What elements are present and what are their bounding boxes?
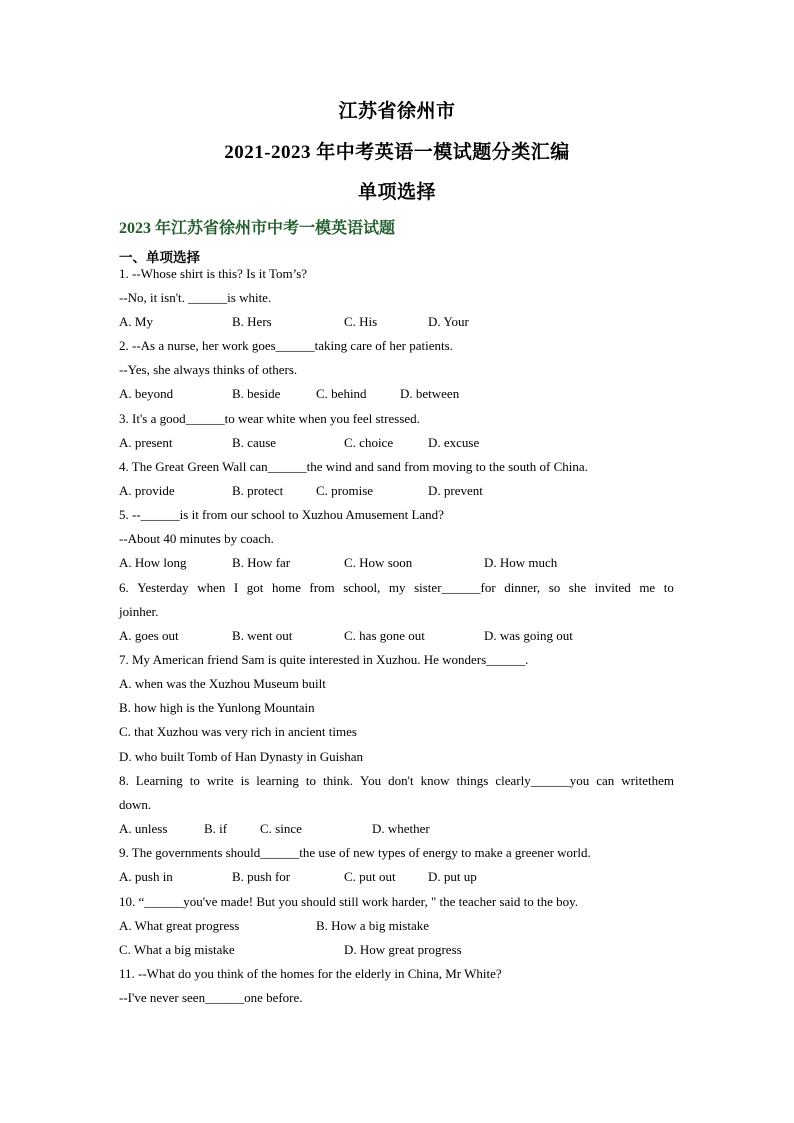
q6-word: invited bbox=[594, 580, 631, 595]
q7-option-a: A. when was the Xuzhou Museum built bbox=[119, 676, 326, 691]
question-7: 7. My American friend Sam is quite interested in Xuzhou. He wonders______. bbox=[119, 652, 529, 667]
exam-subtitle: 2023 年江苏省徐州市中考一模英语试题 bbox=[119, 220, 396, 237]
q8-word: is bbox=[240, 773, 250, 788]
q1-option-a: A. My bbox=[119, 314, 153, 329]
q8-option-d: D. whether bbox=[372, 821, 430, 836]
q6-word: I bbox=[233, 580, 239, 595]
q6-word: home bbox=[271, 580, 301, 595]
q6-word: when bbox=[197, 580, 226, 595]
q6-word: sister______for bbox=[414, 580, 496, 595]
q6-word: me bbox=[639, 580, 656, 595]
q5-option-d: D. How much bbox=[484, 555, 558, 570]
doc-title-main: 2021-2023 年中考英语一模试题分类汇编 bbox=[224, 142, 570, 163]
q10-option-b: B. How a big mistake bbox=[316, 918, 430, 933]
question-1-reply: --No, it isn't. ______is white. bbox=[119, 290, 272, 305]
q5-option-c: C. How soon bbox=[344, 555, 413, 570]
q1-option-b: B. Hers bbox=[232, 314, 272, 329]
q2-option-c: C. behind bbox=[316, 386, 367, 401]
q6-word: to bbox=[663, 580, 674, 595]
q8-word: to bbox=[189, 773, 200, 788]
q6-word: got bbox=[246, 580, 264, 595]
q8-option-b: B. if bbox=[204, 821, 228, 836]
question-11: 11. --What do you think of the homes for the elderly in China, Mr White? bbox=[119, 966, 502, 981]
question-4: 4. The Great Green Wall can______the wind and sand from moving to the south of China. bbox=[119, 459, 588, 474]
q3-option-d: D. excuse bbox=[428, 435, 480, 450]
q8-word: don't bbox=[388, 773, 414, 788]
doc-title-section: 单项选择 bbox=[357, 182, 436, 203]
q9-option-a: A. push in bbox=[119, 869, 173, 884]
q6-word: dinner, bbox=[504, 580, 541, 595]
q3-option-c: C. choice bbox=[344, 435, 394, 450]
q6-option-c: C. has gone out bbox=[344, 628, 425, 643]
q6-word: from bbox=[309, 580, 335, 595]
q2-option-b: B. beside bbox=[232, 386, 281, 401]
q2-option-a: A. beyond bbox=[119, 386, 174, 401]
q6-word: school, bbox=[343, 580, 381, 595]
q6-option-a: A. goes out bbox=[119, 628, 179, 643]
q6-option-b: B. went out bbox=[232, 628, 293, 643]
q4-option-b: B. protect bbox=[232, 483, 284, 498]
question-2: 2. --As a nurse, her work goes______taking care of her patients. bbox=[119, 338, 453, 353]
q5-option-a: A. How long bbox=[119, 555, 187, 570]
q2-option-d: D. between bbox=[400, 386, 460, 401]
q8-option-a: A. unless bbox=[119, 821, 168, 836]
question-6-continued: joinher. bbox=[119, 604, 159, 619]
question-6 bbox=[119, 580, 674, 596]
q8-word: You bbox=[360, 773, 382, 788]
question-5-reply: --About 40 minutes by coach. bbox=[119, 531, 274, 546]
q9-option-d: D. put up bbox=[428, 869, 477, 884]
q6-option-d: D. was going out bbox=[484, 628, 573, 643]
q1-option-c: C. His bbox=[344, 314, 378, 329]
q8-word: things bbox=[456, 773, 489, 788]
q8-word: write bbox=[206, 773, 234, 788]
q4-option-a: A. provide bbox=[119, 483, 175, 498]
q4-option-d: D. prevent bbox=[428, 483, 483, 498]
q8-word: know bbox=[420, 773, 450, 788]
q3-option-b: B. cause bbox=[232, 435, 277, 450]
q9-option-b: B. push for bbox=[232, 869, 291, 884]
q6-word: 6. bbox=[119, 580, 129, 595]
q6-word: so bbox=[548, 580, 561, 595]
q8-option-c: C. since bbox=[260, 821, 302, 836]
q7-option-c: C. that Xuzhou was very rich in ancient times bbox=[119, 724, 357, 739]
q8-word: clearly______you bbox=[495, 773, 590, 788]
question-8 bbox=[119, 773, 674, 789]
q8-word: can bbox=[596, 773, 615, 788]
question-5: 5. --______is it from our school to Xuzhou Amusement Land? bbox=[119, 507, 444, 522]
q10-option-d: D. How great progress bbox=[344, 942, 462, 957]
q6-word: she bbox=[568, 580, 587, 595]
q3-option-a: A. present bbox=[119, 435, 173, 450]
doc-title-region: 江苏省徐州市 bbox=[338, 101, 456, 122]
q4-option-c: C. promise bbox=[316, 483, 374, 498]
q5-option-b: B. How far bbox=[232, 555, 291, 570]
q7-option-d: D. who built Tomb of Han Dynasty in Guishan bbox=[119, 749, 364, 764]
q8-word: to bbox=[305, 773, 316, 788]
q8-word: learning bbox=[256, 773, 299, 788]
q10-option-a: A. What great progress bbox=[119, 918, 240, 933]
q8-word: Learning bbox=[135, 773, 183, 788]
question-1: 1. --Whose shirt is this? Is it Tom’s? bbox=[119, 266, 308, 281]
q8-word: writethem bbox=[621, 773, 674, 788]
q8-word: 8. bbox=[119, 773, 129, 788]
section-heading: 一、单项选择 bbox=[119, 250, 200, 265]
question-3: 3. It's a good______to wear white when you feel stressed. bbox=[119, 411, 420, 426]
q7-option-b: B. how high is the Yunlong Mountain bbox=[119, 700, 315, 715]
question-2-reply: --Yes, she always thinks of others. bbox=[119, 362, 298, 377]
q6-word: my bbox=[388, 580, 406, 595]
question-9: 9. The governments should______the use of new types of energy to make a greener world. bbox=[119, 845, 591, 860]
question-10: 10. “______you've made! But you should still work harder, " the teacher said to the boy. bbox=[119, 894, 579, 909]
question-8-continued: down. bbox=[119, 797, 152, 812]
q10-option-c: C. What a big mistake bbox=[119, 942, 235, 957]
q9-option-c: C. put out bbox=[344, 869, 396, 884]
q1-option-d: D. Your bbox=[428, 314, 469, 329]
question-11-reply: --I've never seen______one before. bbox=[119, 990, 303, 1005]
q8-word: think. bbox=[323, 773, 353, 788]
q6-word: Yesterday bbox=[137, 580, 189, 595]
